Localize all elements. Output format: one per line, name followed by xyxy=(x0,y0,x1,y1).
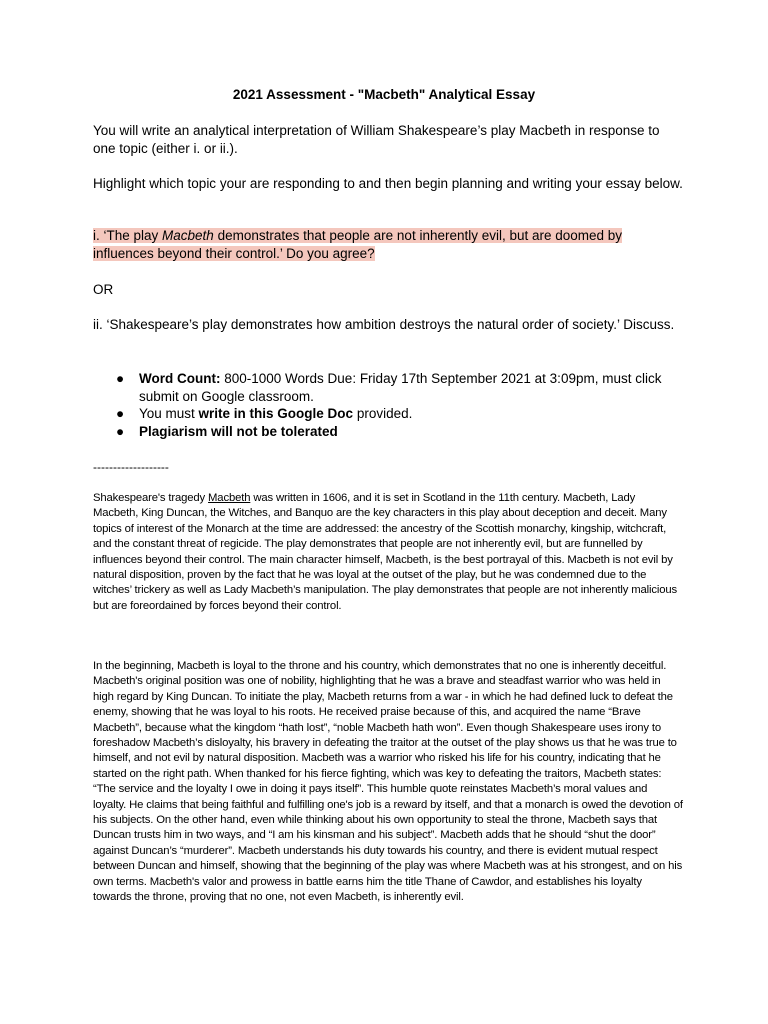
topic-one-suffix: demonstrates that people are not inherently evil, but are doomed by influences beyond their control.’ Do you agree? xyxy=(93,228,623,261)
essay-paragraph-body: In the beginning, Macbeth is loyal to the throne and his country, which demonstrates that no one is inherently deceitful. Macbeth's original position was one of nobility, highlighting that he was a brave and steadfast warrior who was held in high regard by King Duncan. To initiate the play, Macbeth returns from a war - in which he had defined luck to defeat the enemy, showing that he was loyal to his roots. He received praise because of this, and acquired the name “Brave Macbeth”, because what the kingdom “hath lost”, “noble Macbeth hath won”. Even though Shakespeare uses irony to foreshadow Macbeth’s disloyalty, his bravery in defeating the traitor at the outset of the play shows us that he was true to himself, and not evil by natural disposition. Macbeth was a warrior who risked his life for his country, indicating that he started on the right path. When thanked for his fierce fighting, which was key to defeating the traitors, Macbeth states: “The service and the loyalty I owe in doing it pays itself”. This humble quote reinstates Macbeth’s moral values and loyalty. He claims that being faithful and fulfilling one's job is a reward by itself, and that a monarch is owed the devotion of his subjects. On the other hand, even while thinking about his own opportunity to steal the throne, Macbeth says that Duncan trusts him in two ways, and “I am his kinsman and his subject”. Macbeth adds that he should “shut the door” against Duncan’s “murderer”. Macbeth understands his duty towards his country, and there is evident mutual respect between Duncan and himself, showing that the beginning of the play was where Macbeth was at his strongest, and on his own terms. Macbeth's valor and prowess in battle earns him the title Thane of Cawdor, and establishes his loyalty towards the throne, proving that no one, not even Macbeth, is inherently evil. xyxy=(93,660,683,904)
essay-p1-after: was written in 1606, and it is set in Scotland in the 11th century. Macbeth, Lady Macbeth, King Duncan, the Witches, and Banquo are the key characters in this play about deception and deceit. Many topics of interest of the Monarch at the time are addressed: the ancestry of the Scottish monarchy, kingship, witchcraft, and the constant threat of regicide. The play demonstrates that people are not inherently evil, but are funnelled by influences beyond their control. The main character himself, Macbeth, is the best portrayal of this. Macbeth is not evil by natural disposition, proven by the fact that he was loyal at the outset of the play, but he was condemned due to the witches’ trickery as well as Lady Macbeth’s manipulation. The play demonstrates that people are not inherently malicious but are foreordained by forces beyond their control. xyxy=(93,492,677,612)
word-count-label: Word Count: xyxy=(139,371,221,386)
requirements-list xyxy=(93,370,683,440)
intro-paragraph: You will write an analytical interpretation of William Shakespeare’s play Macbeth in response to one topic (either i. or ii.). xyxy=(93,123,660,156)
topic-two: ii. ‘Shakespeare’s play demonstrates how ambition destroys the natural order of society.’ Discuss. xyxy=(93,317,675,332)
instructions-paragraph: Highlight which topic your are responding to and then begin planning and writing your essay below. xyxy=(93,176,683,191)
list-item-word-count xyxy=(93,370,683,405)
list-item-plagiarism xyxy=(93,423,683,441)
google-doc-suffix: provided. xyxy=(353,406,413,421)
plagiarism-warning: Plagiarism will not be tolerated xyxy=(139,423,338,439)
topic-one-italic-title: Macbeth xyxy=(162,228,214,243)
list-item-google-doc xyxy=(93,405,683,423)
essay-paragraph-introduction xyxy=(93,491,683,614)
topic-one-prefix: i. ‘The play xyxy=(93,228,163,243)
or-separator: OR xyxy=(93,282,114,297)
essay-p1-before: Shakespeare's tragedy xyxy=(93,492,209,504)
bullet-icon: ● xyxy=(116,423,125,439)
essay-p1-underlined-title: Macbeth xyxy=(208,492,251,504)
topic-one-highlight xyxy=(93,228,622,261)
google-doc-prefix: You must xyxy=(139,406,199,421)
bullet-icon: ● xyxy=(116,371,125,386)
section-divider: ------------------- xyxy=(93,460,169,474)
google-doc-bold: write in this Google Doc xyxy=(198,406,354,421)
bullet-icon: ● xyxy=(116,406,125,421)
word-count-text: 800-1000 Words Due: Friday 17th September 2021 at 3:09pm, must click submit on Google classroom. xyxy=(139,371,662,404)
topic-one xyxy=(93,227,683,262)
document-title: 2021 Assessment - "Macbeth" Analytical Essay xyxy=(232,87,536,102)
